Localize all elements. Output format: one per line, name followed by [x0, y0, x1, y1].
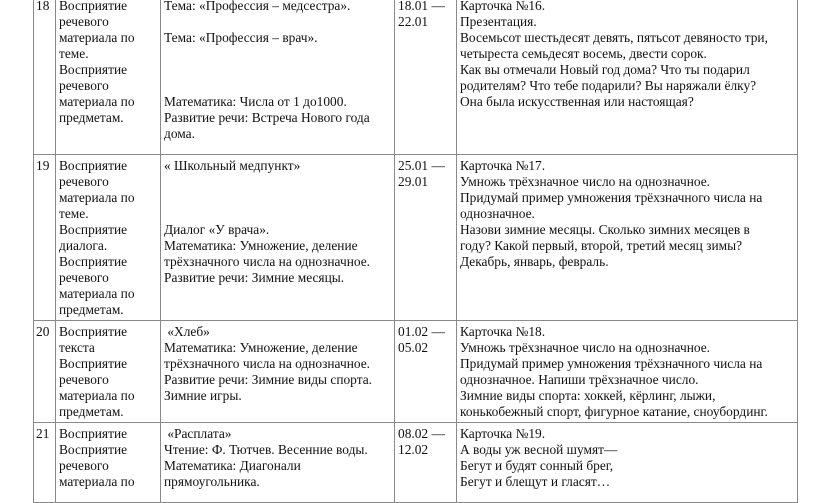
content-line: Математика: Умножение, деление: [164, 340, 358, 355]
row-number: 21: [36, 426, 50, 441]
topic-line: речевого: [59, 14, 109, 29]
table-row: [34, 155, 798, 321]
content-line: Математика: Диагонали: [164, 458, 301, 473]
row-number-cell: [34, 423, 56, 503]
topic-cell: [56, 0, 161, 155]
task-line: Карточка №17.: [460, 158, 546, 173]
task-line: однозначное. Напиши трёхзначное число.: [460, 372, 699, 387]
topic-cell: [56, 321, 161, 423]
row-number-cell: [34, 155, 56, 321]
task-line: Зимние виды спорта: хоккей, кёрлинг, лыжи,: [460, 388, 716, 403]
topic-line: Восприятие: [59, 0, 128, 13]
topic-line: материала по: [59, 388, 135, 403]
task-line: Назови зимние месяцы. Сколько зимних месяцев в: [460, 222, 750, 237]
content-line: «Расплата»: [164, 426, 232, 441]
task-line: Умножь трёхзначное число на однозначное.: [460, 174, 711, 189]
topic-line: речевого: [59, 372, 109, 387]
row-number: 20: [36, 324, 50, 339]
task-line: А воды уж весной шумят—: [460, 442, 618, 457]
dates-cell: [395, 0, 457, 155]
task-line: Бегут и блещут и гласят…: [460, 474, 611, 489]
table-row: [34, 321, 798, 423]
topic-line: Восприятие: [59, 442, 128, 457]
topic-line: предметам.: [59, 302, 124, 317]
topic-line: Восприятие: [59, 222, 128, 237]
table-row: [34, 0, 798, 155]
content-cell: [161, 423, 395, 503]
row-number-cell: [34, 0, 56, 155]
tasks-cell: [457, 321, 798, 423]
content-line: Тема: «Профессия – медсестра».: [164, 0, 351, 13]
task-line: однозначное.: [460, 206, 535, 221]
task-line: Придумай пример умножения трёхзначного числа на: [460, 190, 763, 205]
topic-line: теме.: [59, 46, 89, 61]
topic-line: речевого: [59, 458, 109, 473]
task-line: Карточка №18.: [460, 324, 546, 339]
topic-line: Восприятие: [59, 254, 128, 269]
topic-line: речевого: [59, 174, 109, 189]
topic-line: речевого: [59, 78, 109, 93]
content-line: Математика: Умножение, деление: [164, 238, 358, 253]
content-line: Развитие речи: Встреча Нового года: [164, 110, 370, 125]
task-line: Презентация.: [460, 14, 537, 29]
date-line: 12.02: [398, 442, 429, 457]
task-line: Восемьсот шестьдесят девять, пятьсот девяносто три,: [460, 30, 768, 45]
date-line: 29.01: [398, 174, 429, 189]
topic-cell: [56, 155, 161, 321]
topic-line: материала по: [59, 286, 135, 301]
row-number: 18: [36, 0, 50, 13]
task-line: Декабрь, январь, февраль.: [460, 254, 609, 269]
content-line: дома.: [164, 126, 195, 141]
content-cell: [161, 0, 395, 155]
tasks-cell: [457, 155, 798, 321]
task-line: Умножь трёхзначное число на однозначное.: [460, 340, 711, 355]
date-line: 22.01: [398, 14, 429, 29]
task-line: Придумай пример умножения трёхзначного числа на: [460, 356, 763, 371]
topic-line: материала по: [59, 474, 135, 489]
topic-line: Восприятие: [59, 324, 128, 339]
row-number: 19: [36, 158, 50, 173]
content-line: трёхзначного числа на однозначное.: [164, 356, 371, 371]
task-line: Карточка №19.: [460, 426, 546, 441]
dates-cell: [395, 321, 457, 423]
date-line: 08.02 —: [398, 426, 445, 441]
content-line: Тема: «Профессия – врач».: [164, 30, 318, 45]
date-line: 25.01 —: [398, 158, 445, 173]
tasks-cell: [457, 423, 798, 503]
topic-line: предметам.: [59, 404, 124, 419]
topic-line: материала по: [59, 190, 135, 205]
date-line: 18.01 —: [398, 0, 445, 13]
dates-cell: [395, 423, 457, 503]
content-line: Чтение: Ф. Тютчев. Весенние воды.: [164, 442, 368, 457]
topic-line: текста: [59, 340, 95, 355]
task-line: Как вы отмечали Новый год дома? Что ты подарил: [460, 62, 750, 77]
tasks-cell: [457, 0, 798, 155]
topic-cell: [56, 423, 161, 503]
topic-line: Восприятие: [59, 356, 128, 371]
topic-line: Восприятие: [59, 426, 128, 441]
content-line: « Школьный медпункт»: [164, 158, 301, 173]
content-line: Диалог «У врача».: [164, 222, 270, 237]
content-cell: [161, 321, 395, 423]
topic-line: материала по: [59, 30, 135, 45]
topic-line: материала по: [59, 94, 135, 109]
task-line: Бегут и будят сонный брег,: [460, 458, 614, 473]
content-line: Развитие речи: Зимние виды спорта.: [164, 372, 372, 387]
topic-line: предметам.: [59, 110, 124, 125]
content-line: «Хлеб»: [164, 324, 210, 339]
topic-line: Восприятие: [59, 62, 128, 77]
task-line: году? Какой первый, второй, третий месяц зимы?: [460, 238, 743, 253]
row-number-cell: [34, 321, 56, 423]
table-row: [34, 423, 798, 503]
date-line: 01.02 —: [398, 324, 445, 339]
content-line: прямоугольника.: [164, 474, 260, 489]
content-line: Зимние игры.: [164, 388, 242, 403]
dates-cell: [395, 155, 457, 321]
task-line: родителям? Что тебе подарили? Вы наряжали ёлку?: [460, 78, 757, 93]
content-line: трёхзначного числа на однозначное.: [164, 254, 371, 269]
date-line: 05.02: [398, 340, 429, 355]
topic-line: Восприятие: [59, 158, 128, 173]
task-line: Она была искусственная или настоящая?: [460, 94, 694, 109]
content-line: Математика: Числа от 1 до1000.: [164, 94, 347, 109]
topic-line: речевого: [59, 270, 109, 285]
content-line: Развитие речи: Зимние месяцы.: [164, 270, 345, 285]
task-line: конькобежный спорт, фигурное катание, сноубординг.: [460, 404, 768, 419]
content-cell: [161, 155, 395, 321]
topic-line: диалога.: [59, 238, 108, 253]
topic-line: теме.: [59, 206, 89, 221]
lesson-plan-table: [33, 0, 798, 503]
task-line: Карточка №16.: [460, 0, 546, 13]
task-line: четыреста семьдесят восемь, двести сорок.: [460, 46, 707, 61]
